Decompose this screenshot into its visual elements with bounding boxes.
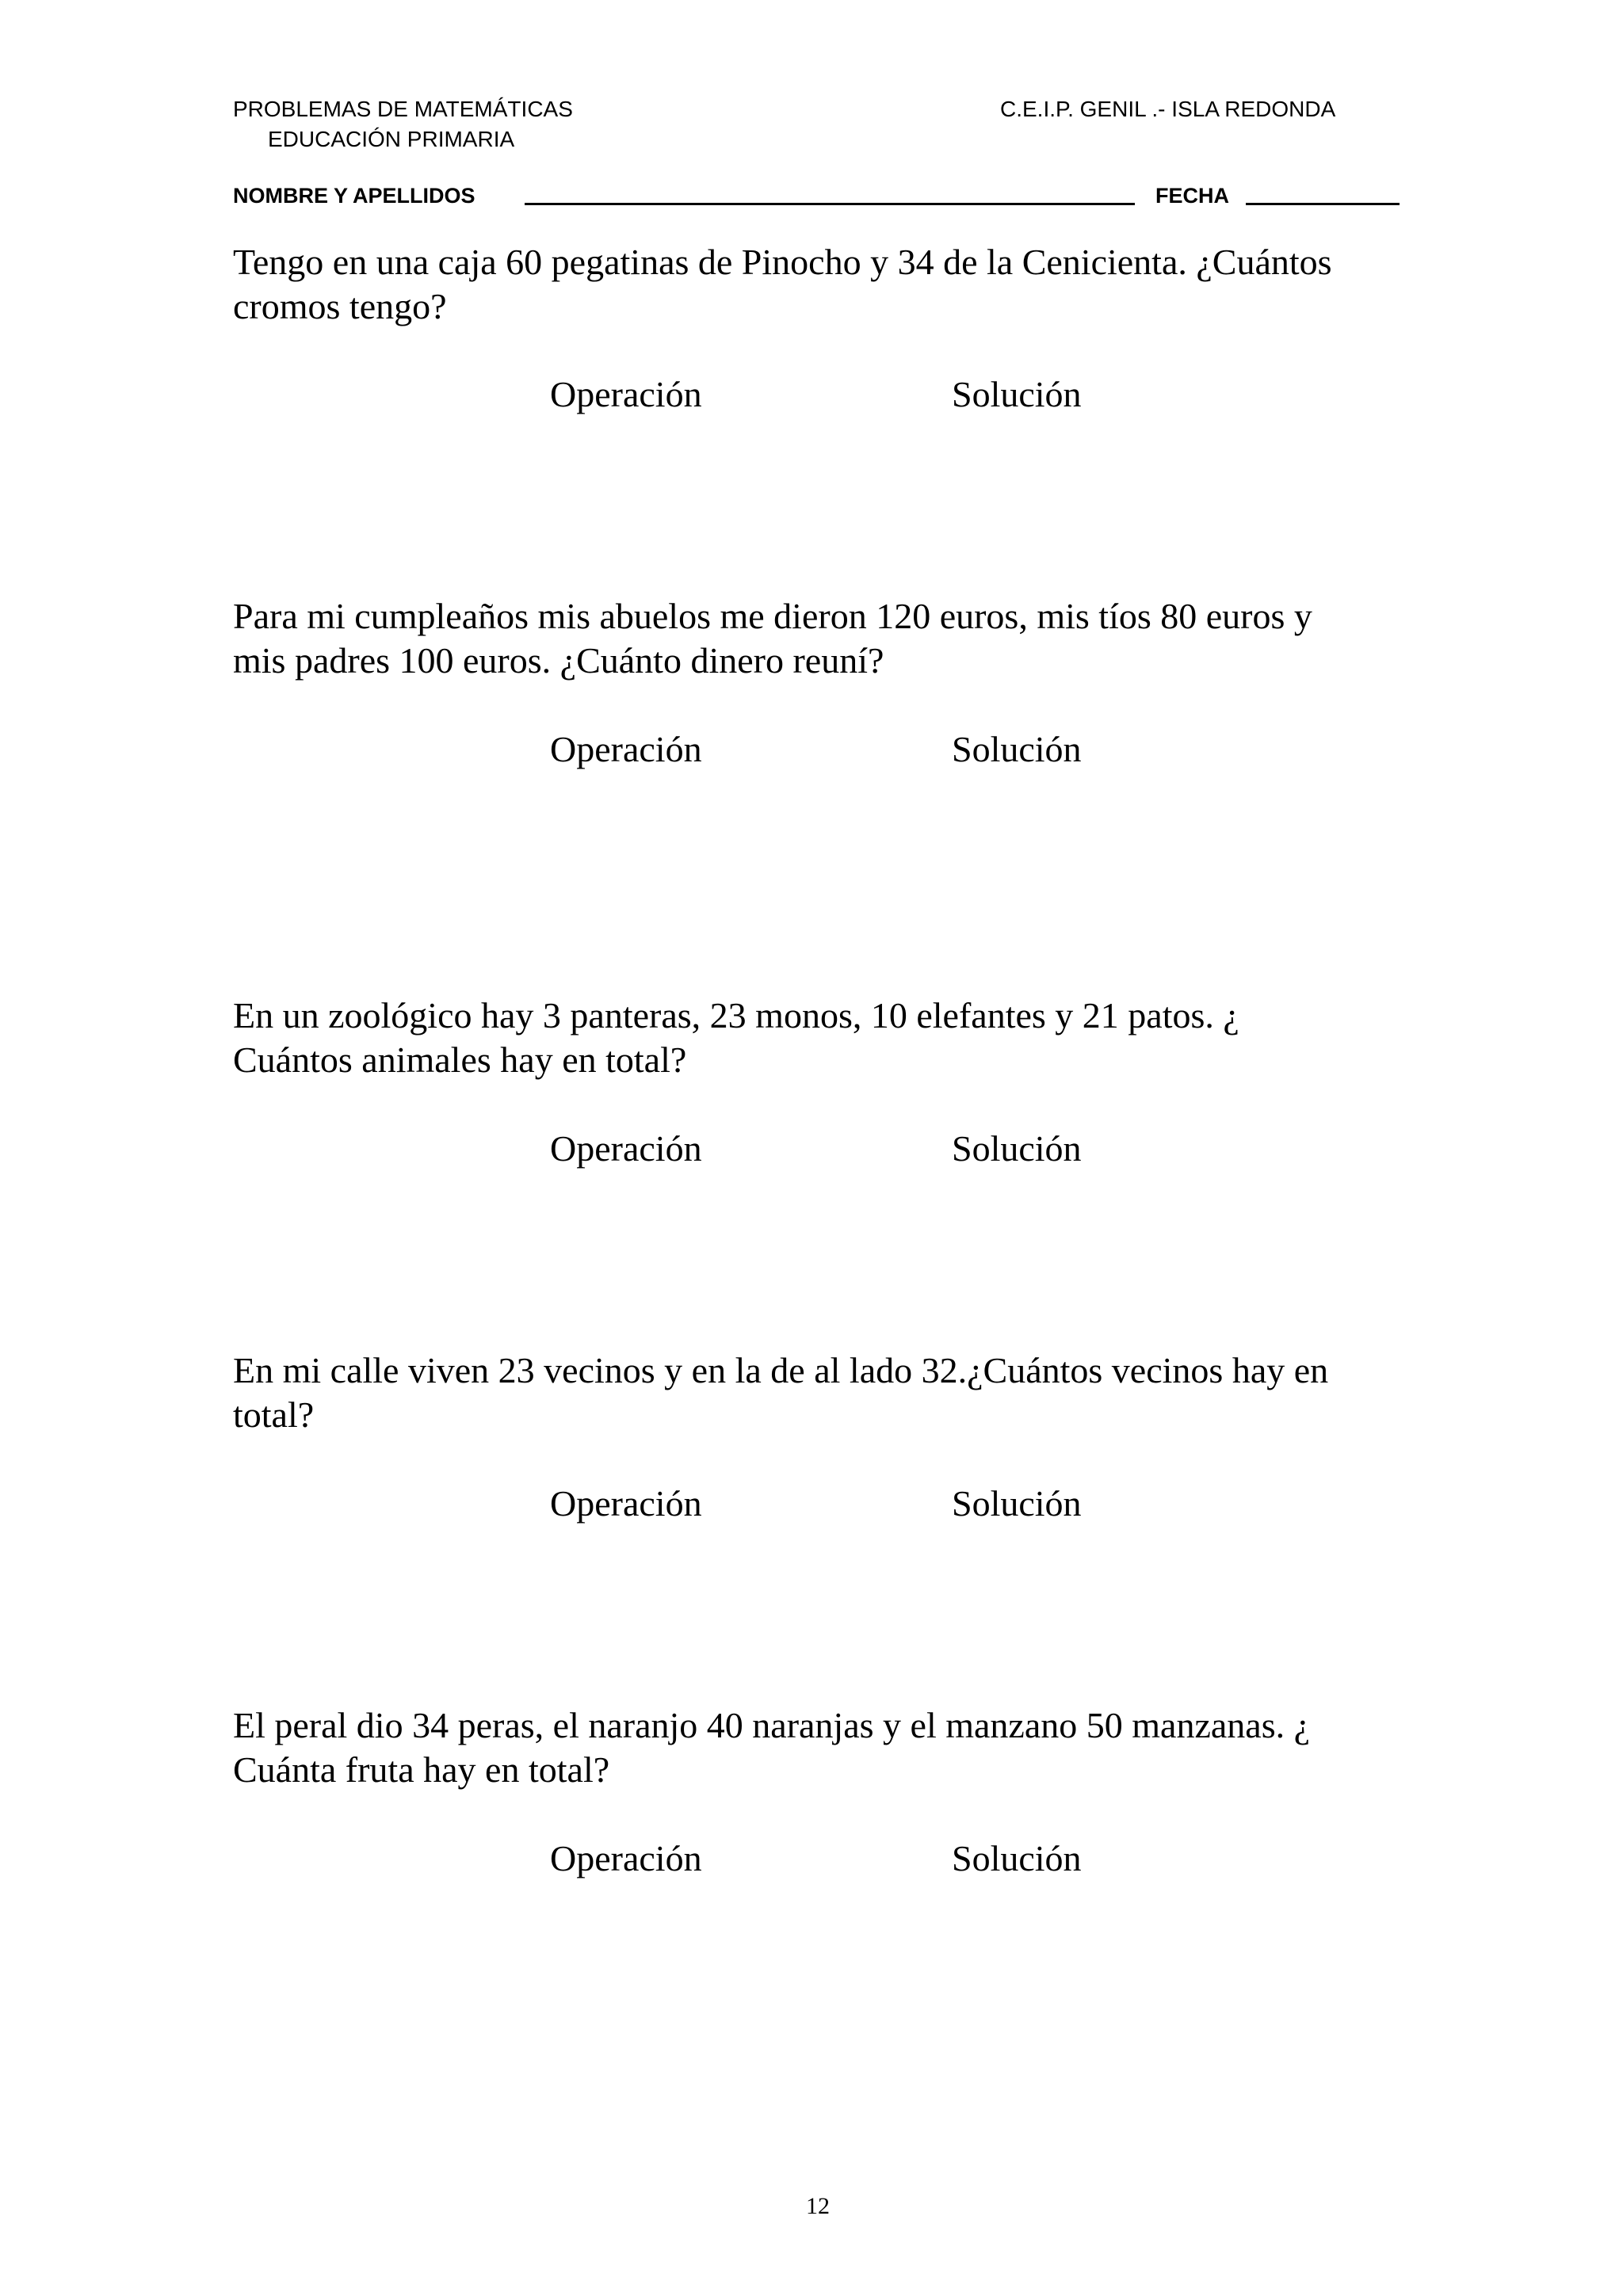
name-field[interactable] xyxy=(525,203,1135,205)
problem-1-line-1: Tengo en una caja 60 pegatinas de Pinocho y 34 de la Cenicienta. ¿Cuántos xyxy=(233,242,1332,282)
problem-1-text xyxy=(233,240,1406,329)
problem-4-text xyxy=(233,1348,1406,1437)
problem-2-operation-label: Operación xyxy=(550,729,702,769)
problem-3-operation-label: Operación xyxy=(550,1128,702,1169)
date-label: FECHA xyxy=(1155,184,1229,208)
name-label: NOMBRE Y APELLIDOS xyxy=(233,184,475,208)
problem-5-solution-label: Solución xyxy=(952,1838,1082,1878)
header-subtitle: EDUCACIÓN PRIMARIA xyxy=(268,127,515,151)
problem-3-line-2: Cuántos animales hay en total? xyxy=(233,1039,687,1080)
problem-5-text xyxy=(233,1703,1406,1792)
problem-1-line-2: cromos tengo? xyxy=(233,286,447,326)
problem-4-line-1: En mi calle viven 23 vecinos y en la de al lado 32.¿Cuántos vecinos hay en xyxy=(233,1350,1329,1390)
problem-2-text xyxy=(233,594,1406,683)
problem-4-line-2: total? xyxy=(233,1394,315,1435)
date-field[interactable] xyxy=(1246,203,1400,205)
problem-5-line-1: El peral dio 34 peras, el naranjo 40 naranjas y el manzano 50 manzanas. ¿ xyxy=(233,1705,1311,1745)
problem-1-solution-label: Solución xyxy=(952,374,1082,414)
header-title: PROBLEMAS DE MATEMÁTICAS xyxy=(233,97,573,121)
problem-3-line-1: En un zoológico hay 3 panteras, 23 monos, 10 elefantes y 21 patos. ¿ xyxy=(233,995,1239,1035)
problem-5-operation-label: Operación xyxy=(550,1838,702,1878)
problem-2-solution-label: Solución xyxy=(952,729,1082,769)
problem-5-line-2: Cuánta fruta hay en total? xyxy=(233,1749,610,1790)
problem-4-operation-label: Operación xyxy=(550,1483,702,1524)
header-school: C.E.I.P. GENIL .- ISLA REDONDA xyxy=(1000,97,1336,121)
problem-3-solution-label: Solución xyxy=(952,1128,1082,1169)
problem-2-line-2: mis padres 100 euros. ¿Cuánto dinero reuní? xyxy=(233,640,884,681)
problem-2-line-1: Para mi cumpleaños mis abuelos me dieron 120 euros, mis tíos 80 euros y xyxy=(233,596,1312,636)
page-number: 12 xyxy=(806,2193,830,2219)
problem-4-solution-label: Solución xyxy=(952,1483,1082,1524)
problem-1-operation-label: Operación xyxy=(550,374,702,414)
problem-3-text xyxy=(233,994,1406,1082)
